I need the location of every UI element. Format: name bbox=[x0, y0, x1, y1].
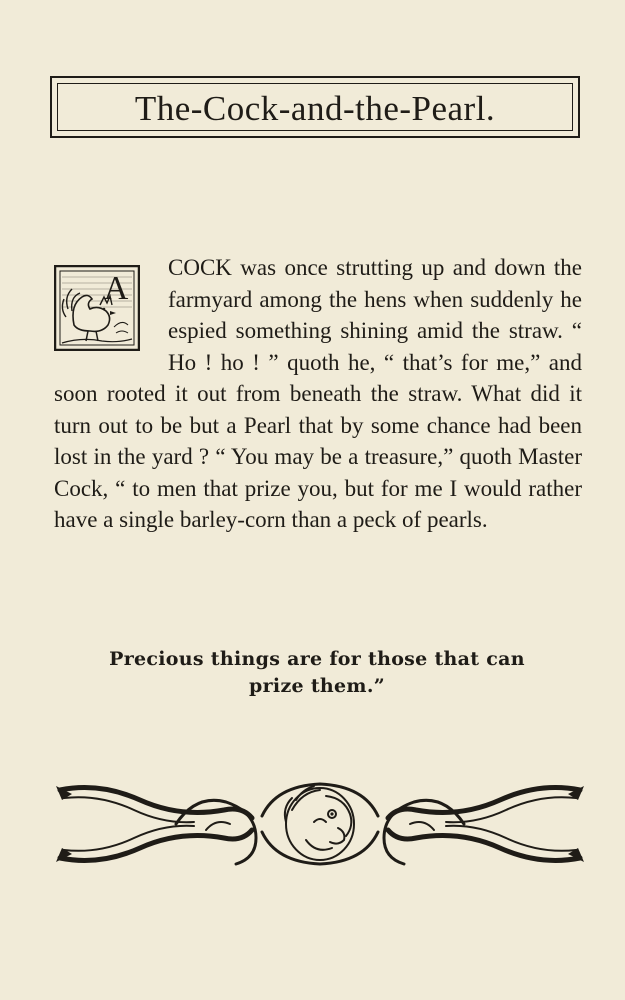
drop-cap-letter: A bbox=[103, 270, 129, 307]
title-inner-frame bbox=[57, 83, 573, 131]
fable-text: COCK was once strutting up and down the farmyard among the hens when suddenly he espied something shining amid the straw. “ Ho ! ho ! ” quoth he, “ that’s for me,” and soon rooted it out from beneath the straw. What did it turn out to be but a Pearl that by some chance had been lost in the yard ? “ You may be a treasure,” quoth Master Cock, “ to men that prize you, but for me I would rather have a single barley-corn than a peck of pearls. bbox=[54, 255, 582, 532]
fable-moral: Precious things are for those that can prize them.” bbox=[109, 648, 525, 697]
grotesque-head-scroll-ornament-icon bbox=[56, 770, 584, 874]
fable-body bbox=[54, 252, 582, 536]
title-frame bbox=[50, 76, 580, 138]
page-title: The-Cock-and-the-Pearl. bbox=[134, 88, 496, 128]
